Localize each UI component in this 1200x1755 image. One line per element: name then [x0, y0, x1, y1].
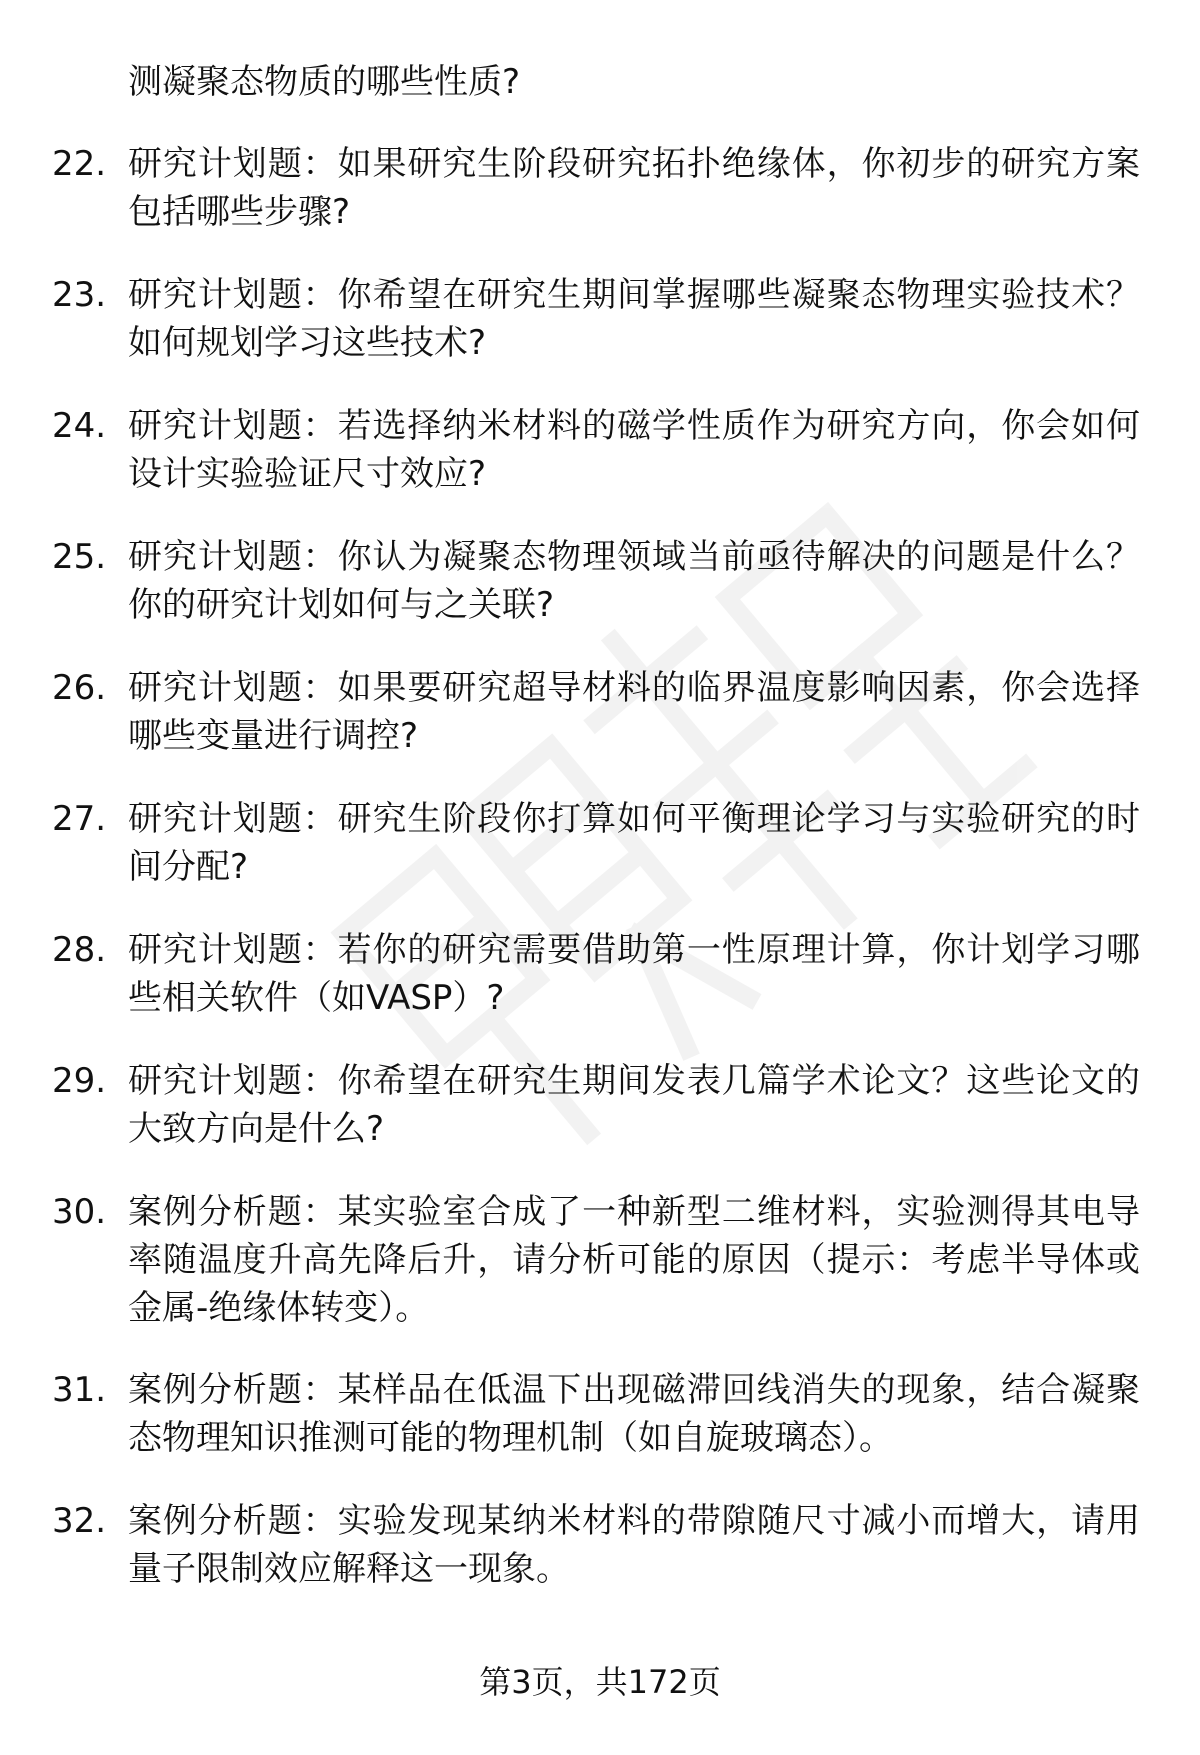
question-text: 研究计划题：你希望在研究生期间掌握哪些凝聚态物理实验技术？如何规划学习这些技术? — [128, 275, 1140, 363]
question-number: 28. — [52, 930, 107, 970]
question-number: 31. — [52, 1370, 107, 1410]
question-number: 29. — [52, 1061, 107, 1101]
question-text: 研究计划题：研究生阶段你打算如何平衡理论学习与实验研究的时间分配? — [128, 799, 1140, 887]
question-number: 26. — [52, 668, 107, 708]
question-number: 22. — [52, 144, 107, 184]
list-item — [0, 402, 1200, 533]
question-number: 25. — [52, 537, 107, 577]
question-text: 研究计划题：若选择纳米材料的磁学性质作为研究方向，你会如何设计实验验证尺寸效应? — [128, 406, 1140, 494]
list-item — [0, 140, 1200, 271]
question-text: 研究计划题：如果要研究超导材料的临界温度影响因素，你会选择哪些变量进行调控? — [128, 668, 1140, 756]
question-number: 27. — [52, 799, 107, 839]
list-item — [0, 271, 1200, 402]
list-item — [0, 1057, 1200, 1188]
question-number: 23. — [52, 275, 107, 315]
question-text: 研究计划题：如果研究生阶段研究拓扑绝缘体，你初步的研究方案包括哪些步骤? — [128, 144, 1140, 232]
question-text: 案例分析题：实验发现某纳米材料的带隙随尺寸减小而增大，请用量子限制效应解释这一现象。 — [128, 1501, 1140, 1589]
question-text: 研究计划题：若你的研究需要借助第一性原理计算，你计划学习哪些相关软件（如VASP）? — [128, 930, 1140, 1018]
list-item — [0, 1497, 1200, 1628]
previous-question-continuation: 测凝聚态物质的哪些性质? — [128, 62, 521, 102]
page-footer: 第3页，共172页 — [479, 1663, 721, 1701]
list-item — [0, 926, 1200, 1057]
question-number: 30. — [52, 1192, 107, 1232]
list-item — [0, 664, 1200, 795]
list-item — [0, 795, 1200, 926]
list-item — [0, 1188, 1200, 1366]
list-item — [0, 1366, 1200, 1497]
question-number: 32. — [52, 1501, 107, 1541]
question-list — [0, 140, 1200, 1628]
question-text: 研究计划题：你认为凝聚态物理领域当前亟待解决的问题是什么？你的研究计划如何与之关联? — [128, 537, 1140, 625]
question-text: 案例分析题：某实验室合成了一种新型二维材料，实验测得其电导率随温度升高先降后升，请分析可能的原因（提示：考虑半导体或金属-绝缘体转变）。 — [128, 1192, 1140, 1328]
question-text: 研究计划题：你希望在研究生期间发表几篇学术论文？这些论文的大致方向是什么? — [128, 1061, 1140, 1149]
question-number: 24. — [52, 406, 107, 446]
list-item — [0, 533, 1200, 664]
question-text: 案例分析题：某样品在低温下出现磁滞回线消失的现象，结合凝聚态物理知识推测可能的物理机制（如自旋玻璃态）。 — [128, 1370, 1140, 1458]
